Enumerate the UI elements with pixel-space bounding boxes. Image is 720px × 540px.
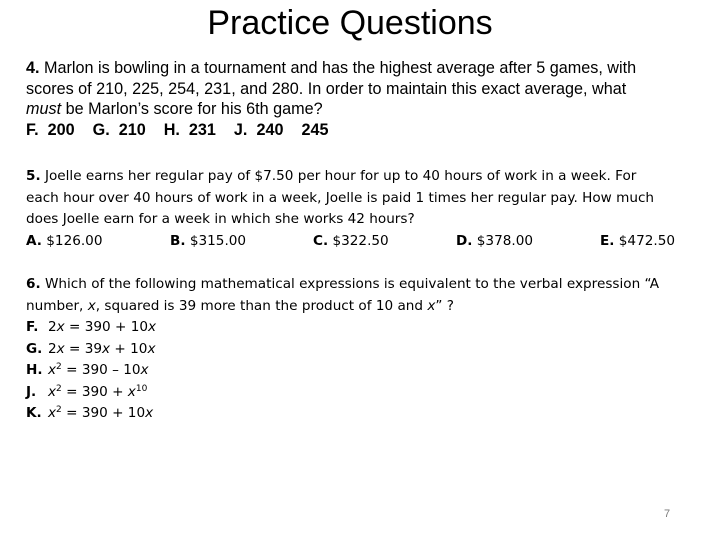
option-k bbox=[26, 403, 711, 425]
option-e-value: $472.50 bbox=[618, 232, 675, 249]
question-4 bbox=[26, 58, 711, 140]
exponent: 2 bbox=[56, 383, 62, 394]
question-5-line-1 bbox=[26, 166, 711, 188]
question-6 bbox=[26, 274, 711, 425]
option-f-value: 200 bbox=[47, 120, 75, 139]
variable-x: x bbox=[56, 340, 65, 357]
variable-x: x bbox=[87, 297, 96, 314]
expression-part: = 39 bbox=[64, 340, 103, 357]
question-6-text-2a: number, bbox=[26, 297, 88, 314]
option-f-label: F. bbox=[26, 319, 39, 335]
question-5-options bbox=[26, 231, 711, 253]
question-4-text-3: be Marlon’s score for his 6th game? bbox=[61, 100, 323, 118]
variable-x: x bbox=[427, 297, 436, 314]
option-a-value: $126.00 bbox=[46, 232, 103, 249]
variable-x: x bbox=[48, 405, 57, 421]
question-5-text-1: Joelle earns her regular pay of $7.50 per hour for up to 40 hours of work in a week. For bbox=[40, 168, 637, 184]
variable-x: x bbox=[147, 340, 156, 357]
option-h-label: H. bbox=[163, 120, 180, 139]
variable-x: x bbox=[148, 319, 157, 335]
option-b-label: B. bbox=[170, 232, 186, 249]
page-number: 7 bbox=[664, 508, 671, 520]
question-4-line-2: scores of 210, 225, 254, 231, and 280. In order to maintain this exact average, what bbox=[26, 79, 627, 98]
expression-part: + 10 bbox=[110, 340, 148, 357]
question-5-number: 5. bbox=[26, 168, 41, 184]
variable-x: x bbox=[102, 340, 111, 357]
option-k-label: K. bbox=[26, 405, 42, 421]
exponent: 10 bbox=[135, 383, 148, 394]
option-extra-value: 245 bbox=[301, 120, 329, 139]
coefficient: 2 bbox=[48, 319, 57, 335]
slide-title: Practice Questions bbox=[207, 4, 493, 42]
exponent: 2 bbox=[56, 362, 62, 372]
expression-part: = 390 + 10 bbox=[64, 319, 149, 335]
question-5 bbox=[26, 166, 711, 252]
option-f-label: F. bbox=[26, 120, 39, 139]
option-g-label: G. bbox=[92, 120, 110, 139]
coefficient: 2 bbox=[48, 340, 57, 357]
option-g-label: G. bbox=[26, 340, 43, 357]
question-6-number: 6. bbox=[26, 276, 41, 292]
option-b-value: $315.00 bbox=[189, 232, 247, 249]
variable-x: x bbox=[127, 383, 136, 400]
question-6-text-1: Which of the following mathematical expressions is equivalent to the verbal expression “A bbox=[40, 276, 660, 292]
question-6-line-2 bbox=[26, 296, 711, 318]
option-a-label: A. bbox=[26, 232, 42, 249]
exponent: 2 bbox=[56, 405, 62, 415]
option-g bbox=[26, 339, 711, 361]
question-4-line-1 bbox=[26, 58, 711, 79]
option-h-label: H. bbox=[26, 362, 43, 378]
variable-x: x bbox=[48, 383, 57, 400]
option-e bbox=[600, 231, 675, 253]
question-5-line-2: each hour over 40 hours of work in a week, Joelle is paid 1 times her regular pay. How much bbox=[26, 189, 655, 206]
option-c-label: C. bbox=[313, 232, 329, 249]
question-4-number: 4. bbox=[26, 59, 40, 77]
question-4-line-3 bbox=[26, 99, 711, 120]
option-f bbox=[26, 317, 711, 339]
option-d bbox=[456, 231, 533, 253]
option-d-label: D. bbox=[456, 232, 473, 249]
variable-x: x bbox=[145, 405, 154, 421]
option-h bbox=[26, 360, 711, 382]
option-h-value: 231 bbox=[188, 120, 216, 139]
variable-x: x bbox=[140, 362, 149, 378]
option-e-label: E. bbox=[600, 232, 615, 249]
variable-x: x bbox=[56, 319, 65, 335]
option-j-value: 240 bbox=[256, 120, 284, 139]
option-b bbox=[170, 231, 246, 253]
question-6-text-2b: , squared is 39 more than the product of 10 and bbox=[95, 297, 428, 314]
question-5-line-3: does Joelle earn for a week in which she works 42 hours? bbox=[26, 211, 415, 227]
option-d-value: $378.00 bbox=[476, 232, 533, 249]
question-6-line-1 bbox=[26, 274, 711, 296]
expression-part: = 390 + bbox=[61, 383, 128, 400]
option-j-label: J. bbox=[233, 120, 248, 139]
expression-part: = 390 + 10 bbox=[61, 405, 146, 421]
variable-x: x bbox=[48, 362, 57, 378]
question-4-options bbox=[26, 120, 711, 141]
question-4-text-1: Marlon is bowling in a tournament and has the highest average after 5 games, with bbox=[39, 59, 637, 77]
option-c-value: $322.50 bbox=[332, 232, 389, 249]
option-j bbox=[26, 382, 711, 404]
question-6-text-2c: ” ? bbox=[435, 297, 455, 314]
option-g-value: 210 bbox=[118, 120, 146, 139]
option-j-label: J. bbox=[26, 383, 37, 400]
option-c bbox=[313, 231, 389, 253]
option-a bbox=[26, 231, 102, 253]
question-4-emphasis: must bbox=[26, 100, 62, 118]
expression-part: = 390 – 10 bbox=[61, 362, 141, 378]
